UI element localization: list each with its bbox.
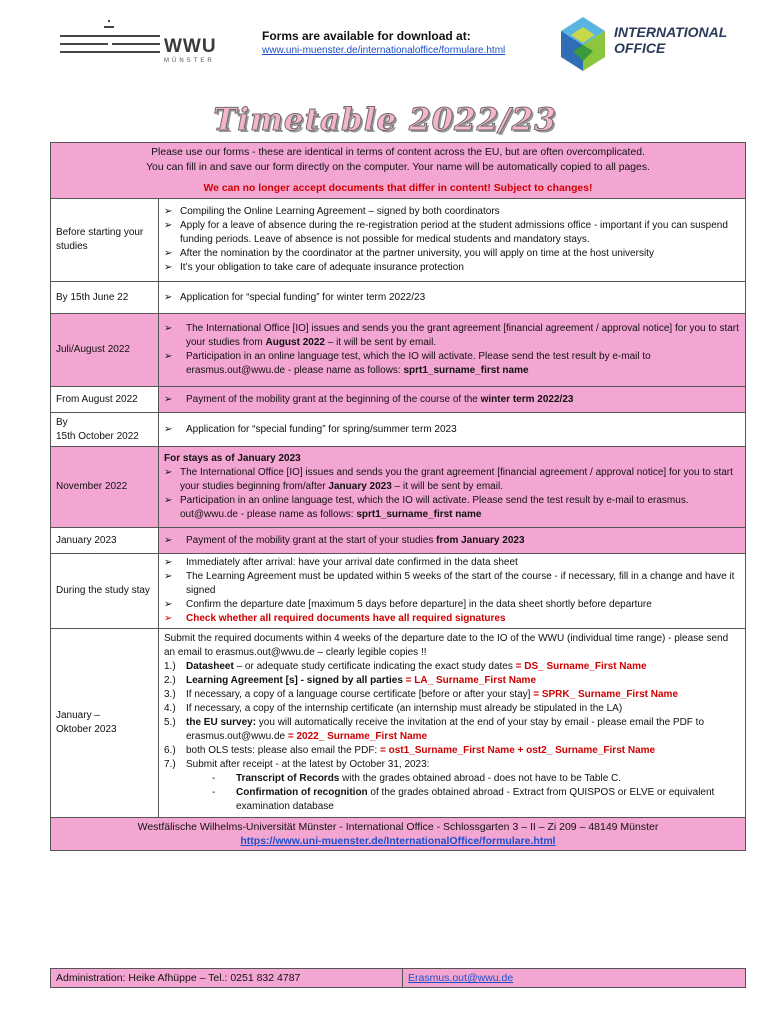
table-row: [51, 554, 746, 629]
list-item: 3.) If necessary, a copy of a language course certificate [before or after your stay] = SPRK_ Surname_First Name: [164, 689, 678, 700]
row-label-november: November 2022: [51, 447, 159, 528]
list-item: ➢ Apply for a leave of absence during the re-registration period at the student admissions office - important if you can suspend funding periods. Leave of absence is not possible for medical students and mandatory stays.: [164, 219, 740, 247]
row-content-june: [159, 282, 746, 314]
table-row: [51, 447, 746, 528]
table-row: [51, 629, 746, 818]
list-item: 7.) Submit after receipt - at the latest by October 31, 2023: - Transcript of Records with the grades obtained abroad - does not have to be Table C. - Confirmation of recognition of the grades obtained abroad - Extract from QUISPOS or ELVE or equivalent examination database: [164, 758, 740, 814]
footer-url-link[interactable]: https://www.uni-muenster.de/InternationalOffice/formulare.html: [240, 835, 556, 847]
row-label-january: January 2023: [51, 528, 159, 554]
contact-email-link[interactable]: Erasmus.out@wwu.de: [408, 972, 514, 984]
final-steps: [164, 660, 740, 814]
page-header: [0, 0, 770, 80]
list-item: ➢ It’s your obligation to take care of adequate insurance protection: [164, 261, 740, 275]
row-label-july: Juli/August 2022: [51, 314, 159, 387]
november-heading: For stays as of January 2023: [164, 453, 301, 464]
table-row: [51, 969, 746, 988]
row-content-during: [159, 554, 746, 629]
list-item: ➢ Participation in an online language test, which the IO will activate. Please send the test result by e-mail to erasmus. out@wwu.de - please name as follows: sprt1_surname_first name: [164, 494, 740, 522]
list-item: ➢ Check whether all required documents have all required signatures: [164, 612, 740, 626]
list-item: ➢ Application for “special funding” for winter term 2022/23: [164, 291, 740, 305]
list-item: 4.) If necessary, a copy of the internship certificate (an internship must already be stipulated in the LA): [164, 703, 623, 714]
io-logo-mark-icon: [557, 15, 609, 73]
intro-cell: [51, 143, 746, 199]
wwu-logo-bars-icon: [60, 18, 160, 68]
row-content-final: [159, 629, 746, 818]
contact-table: [50, 968, 746, 988]
list-item: - Confirmation of recognition of the grades obtained abroad - Extract from QUISPOS or ELVE or equivalent examination database: [212, 786, 740, 814]
list-item: ➢ Confirm the departure date [maximum 5 days before departure] in the data sheet shortly before departure: [164, 598, 740, 612]
timetable: [50, 142, 746, 851]
list-item: 2.) Learning Agreement [s] - signed by all parties = LA_ Surname_First Name: [164, 675, 537, 686]
footer-row: [51, 818, 746, 851]
row-label-october: By 15th October 2022: [51, 413, 159, 447]
row-label-june: By 15th June 22: [51, 282, 159, 314]
list-item: 6.) both OLS tests: please also email the PDF: = ost1_Surname_First Name + ost2_ Surname_First Name: [164, 745, 656, 756]
io-logo-line2: OFFICE: [614, 40, 666, 56]
intro-row: [51, 143, 746, 199]
row-label-from-august: From August 2022: [51, 387, 159, 413]
row-content-before: [159, 199, 746, 282]
list-item: ➢ Compiling the Online Learning Agreement – signed by both coordinators: [164, 205, 740, 219]
list-item: ➢ Immediately after arrival: have your arrival date confirmed in the data sheet: [164, 556, 740, 570]
list-item: - Transcript of Records with the grades obtained abroad - does not have to be Table C.: [212, 772, 740, 786]
row-label-final: January – Oktober 2023: [51, 629, 159, 818]
table-row: [51, 387, 746, 413]
forms-title: Forms are available for download at:: [262, 29, 471, 43]
intro-warning: We can no longer accept documents that differ in content! Subject to changes!: [203, 183, 593, 194]
table-row: [51, 199, 746, 282]
list-item: 1.) Datasheet – or adequate study certificate indicating the exact study dates = DS_ Surname_First Name: [164, 661, 647, 672]
list-item: ➢ The International Office [IO] issues and sends you the grant agreement [financial agreement / approval notice] for you to start your studies beginning from/after January 2023 – it will be sent by email.: [164, 466, 740, 494]
admin-contact: Administration: Heike Afhüppe – Tel.: 0251 832 4787: [51, 969, 403, 988]
list-item: ➢ The International Office [IO] issues and sends you the grant agreement [financial agreement / approval notice] for you to start your studies from August 2022 – it will be sent by email.: [164, 322, 740, 350]
row-content-from-august: [159, 387, 746, 413]
wwu-logo-subtext: MÜNSTER: [164, 58, 215, 64]
table-row: [51, 314, 746, 387]
international-office-logo: [557, 15, 747, 75]
list-item: ➢ Payment of the mobility grant at the start of your studies from January 2023: [164, 534, 740, 548]
table-row: [51, 528, 746, 554]
row-label-before: Before starting your studies: [51, 199, 159, 282]
intro-line-2: You can fill in and save our form directly on the computer. Your name will be automatically copied to all pages.: [146, 162, 650, 173]
table-row: [51, 413, 746, 447]
intro-line-1: Please use our forms - these are identical in terms of content across the EU, but are often overcomplicated.: [151, 147, 645, 158]
before-list: [164, 205, 740, 275]
contact-email-cell: [403, 969, 746, 988]
list-item: ➢ Participation in an online language test, which the IO will activate. Please send the test result by e-mail to erasmus.out@wwu.de - please name as follows: sprt1_surname_first name: [164, 350, 740, 378]
row-content-october: [159, 413, 746, 447]
list-item: ➢ Payment of the mobility grant at the beginning of the course of the winter term 2022/23: [164, 393, 740, 407]
row-content-november: [159, 447, 746, 528]
row-content-july: [159, 314, 746, 387]
list-item: ➢ After the nomination by the coordinator at the partner university, you will apply on time at the host university: [164, 247, 740, 261]
wwu-logo: [60, 18, 230, 68]
footer-cell: [51, 818, 746, 851]
page-title: Timetable 2022/23: [213, 102, 557, 138]
list-item: 5.) the EU survey: you will automatically receive the invitation at the end of your stay by email - please email the PDF to erasmus.out@wwu.de = 2022_ Surname_First Name: [164, 717, 705, 742]
final-intro: Submit the required documents within 4 weeks of the departure date to the IO of the WWU (individual time range) - please send an email to erasmus.out@wwu.de – clearly legible copies !!: [164, 633, 729, 658]
wwu-logo-text: WWU: [164, 36, 217, 57]
list-item: ➢ The Learning Agreement must be updated within 5 weeks of the start of the course - if necessary, fill in a change and have it signed: [164, 570, 740, 598]
footer-address: Westfälische Wilhelms-Universität Münster - International Office - Schlossgarten 3 – II – Zi 209 – 48149 Münster: [137, 821, 659, 833]
table-row: [51, 282, 746, 314]
row-label-during: During the study stay: [51, 554, 159, 629]
io-logo-line1: INTERNATIONAL: [614, 24, 728, 40]
list-item: ➢ Application for “special funding” for spring/summer term 2023: [164, 423, 740, 437]
forms-url-link[interactable]: www.uni-muenster.de/internationaloffice/formulare.html: [262, 45, 506, 56]
row-content-january: [159, 528, 746, 554]
